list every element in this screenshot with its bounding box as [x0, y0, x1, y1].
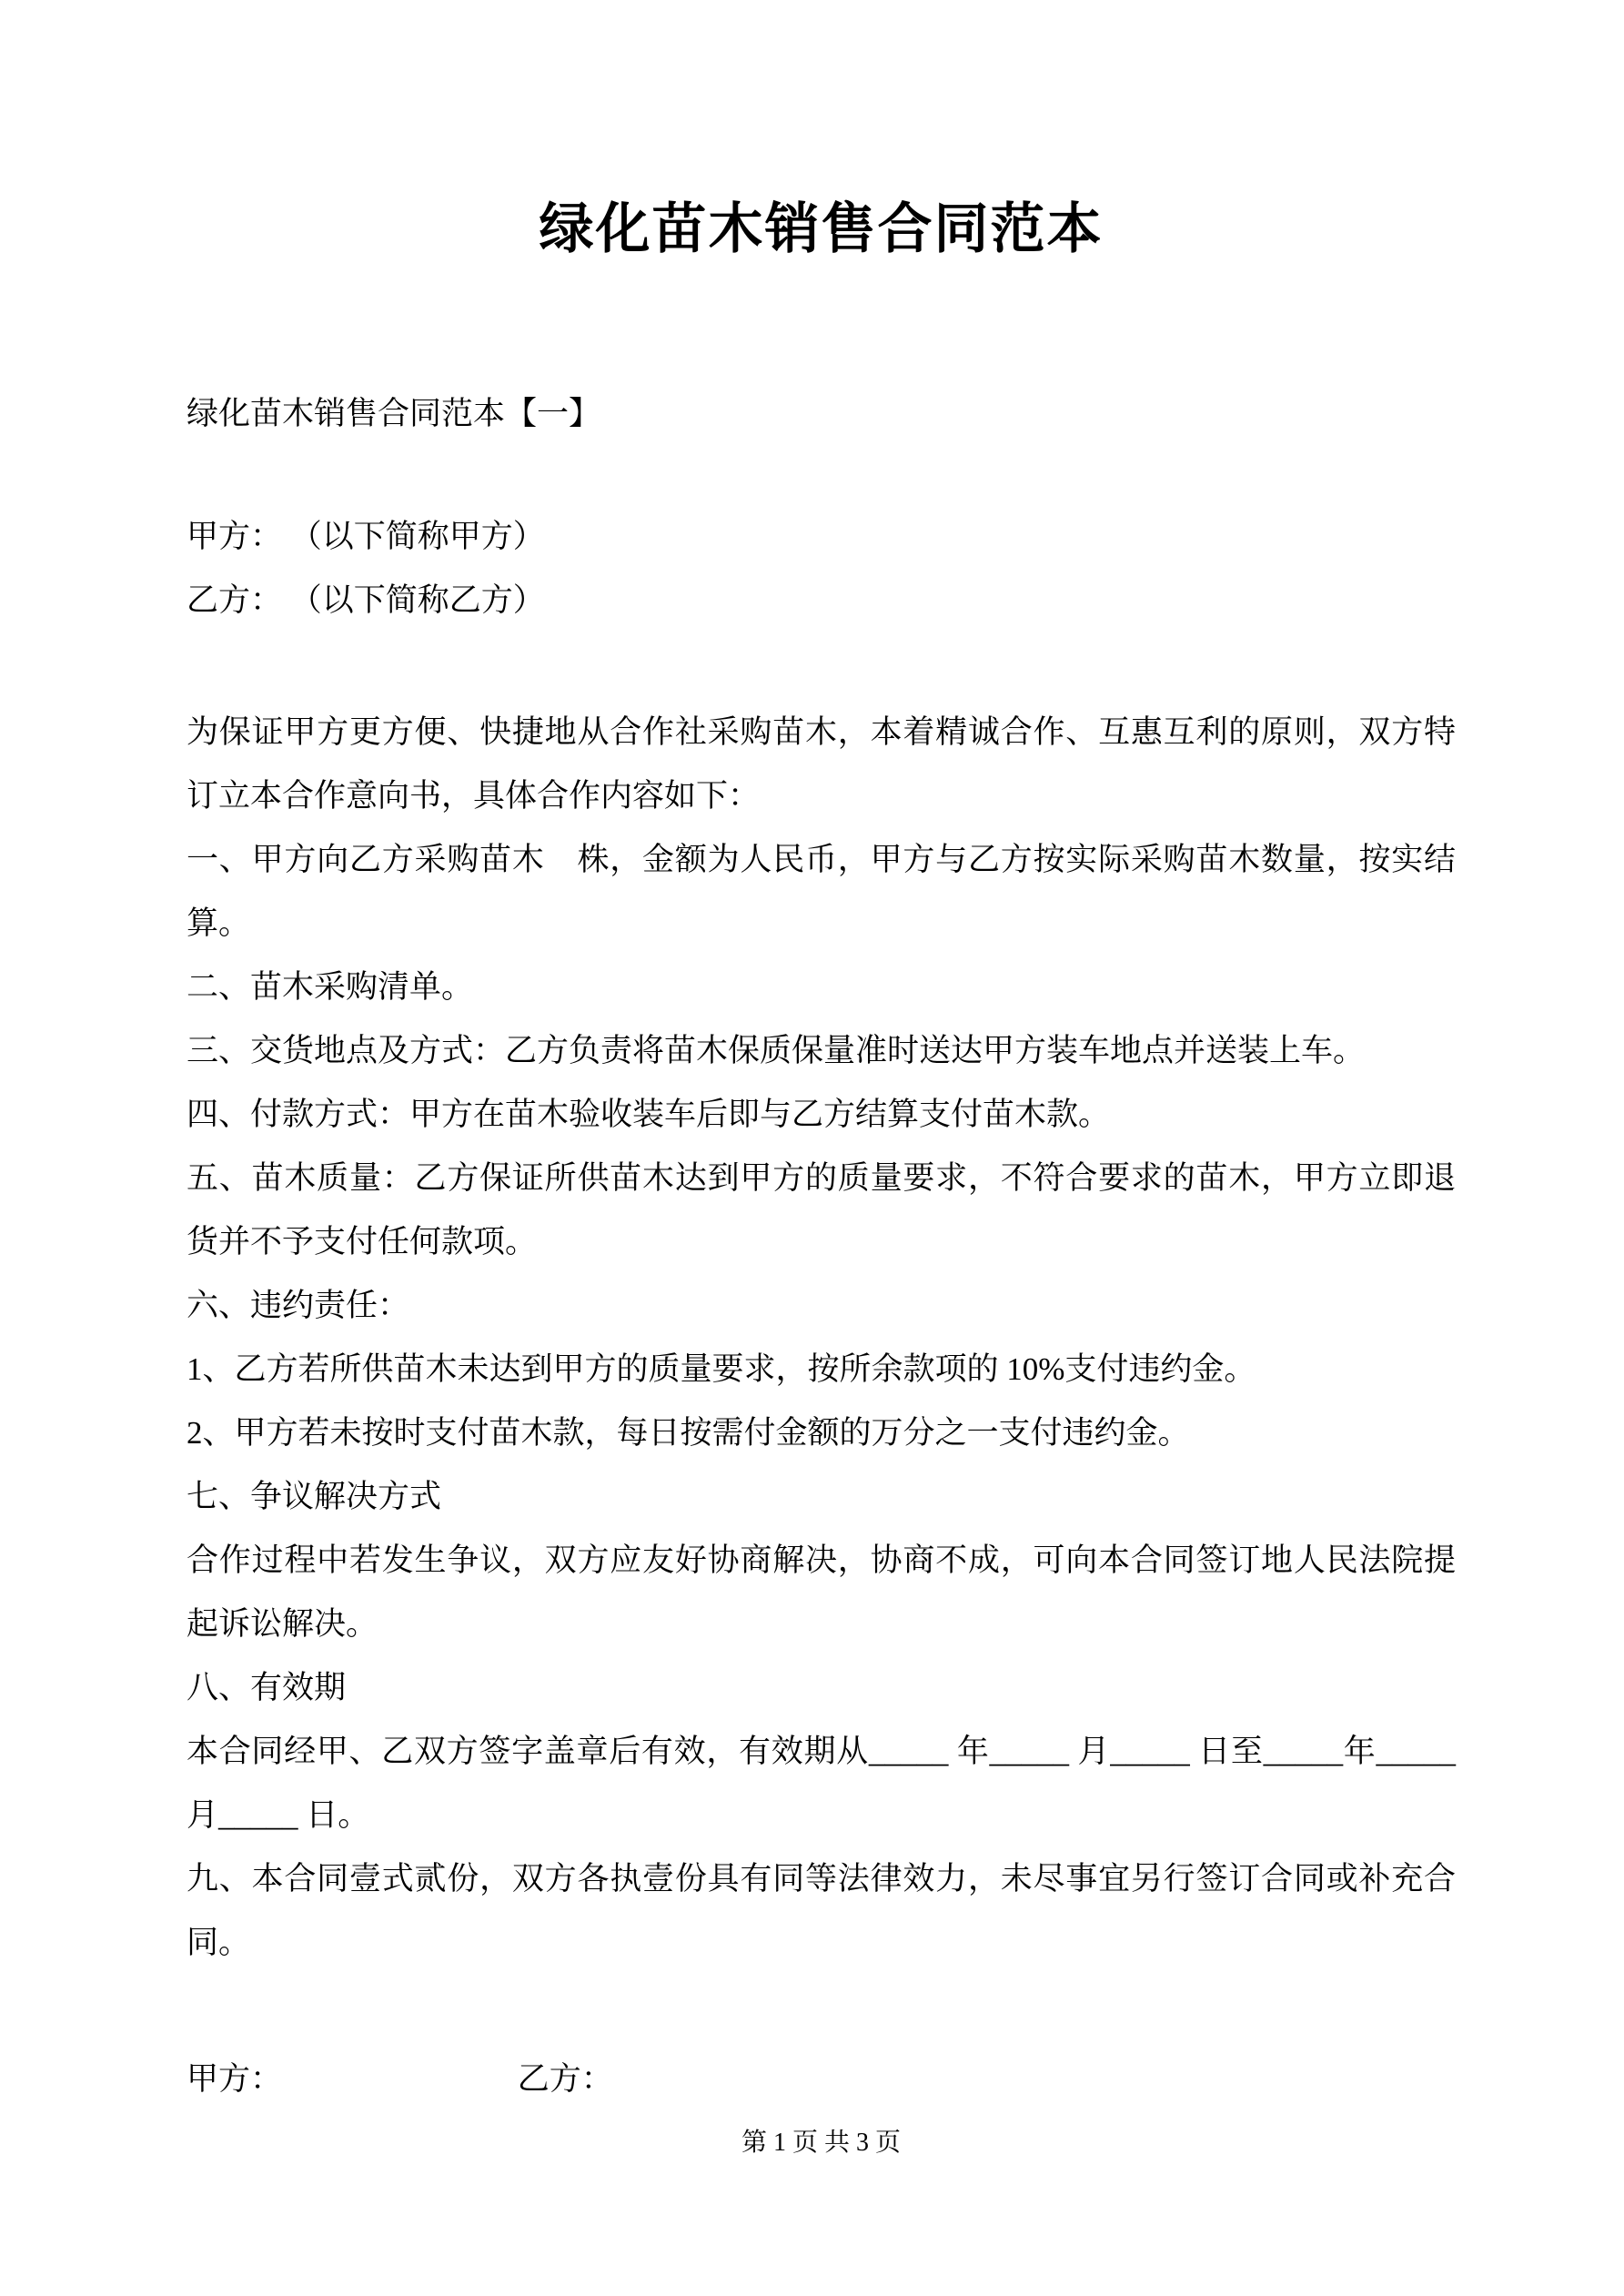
- body-paragraph: 七、争议解决方式: [187, 1479, 442, 1514]
- body-paragraph: 六、违约责任：: [187, 1288, 410, 1323]
- body-paragraph: 本合同经甲、乙双方签字盖章后有效，有效期从_____ 年_____ 月_____ 日至_____年_____ 月_____ 日。: [187, 1734, 1456, 1833]
- signature-party-a: 甲方：: [187, 2061, 283, 2097]
- body-paragraph: 一、甲方向乙方采购苗木 株，金额为人民币，甲方与乙方按实际采购苗木数量，按实结算。: [187, 842, 1456, 941]
- party-b-line: 乙方： （以下简称乙方）: [187, 582, 545, 618]
- document-title: 绿化苗木销售合同范本: [539, 199, 1104, 259]
- body-paragraph: 四、付款方式：甲方在苗木验收装车后即与乙方结算支付苗木款。: [187, 1097, 1111, 1132]
- contract-body: [187, 701, 1456, 1975]
- body-paragraph: 1、乙方若所供苗木未达到甲方的质量要求，按所余款项的 10%支付违约金。: [187, 1351, 1256, 1387]
- signature-party-b: 乙方：: [517, 2061, 613, 2097]
- body-paragraph: 九、本合同壹式贰份，双方各执壹份具有同等法律效力，未尽事宜另行签订合同或补充合同。: [187, 1861, 1456, 1960]
- body-paragraph: 八、有效期: [187, 1670, 347, 1705]
- party-a-line: 甲方： （以下简称甲方）: [187, 519, 545, 554]
- document-subtitle: 绿化苗木销售合同范本【一】: [187, 396, 601, 431]
- body-paragraph: 三、交货地点及方式：乙方负责将苗木保质保量准时送达甲方装车地点并送装上车。: [187, 1033, 1366, 1068]
- body-paragraph: 五、苗木质量：乙方保证所供苗木达到甲方的质量要求，不符合要求的苗木，甲方立即退货并不予支付任何款项。: [187, 1160, 1456, 1259]
- party-block: [187, 505, 1456, 632]
- page-number-footer: 第 1 页 共 3 页: [741, 2129, 901, 2157]
- body-paragraph: 2、甲方若未按时支付苗木款，每日按需付金额的万分之一支付违约金。: [187, 1415, 1190, 1451]
- signature-line: [187, 2048, 1456, 2111]
- body-paragraph: 二、苗木采购清单。: [187, 969, 474, 1005]
- body-paragraph: 合作过程中若发生争议，双方应友好协商解决，协商不成，可向本合同签订地人民法院提起诉讼解决。: [187, 1542, 1456, 1642]
- body-paragraph: 为保证甲方更方便、快捷地从合作社采购苗木，本着精诚合作、互惠互利的原则，双方特订立本合作意向书，具体合作内容如下：: [187, 714, 1456, 814]
